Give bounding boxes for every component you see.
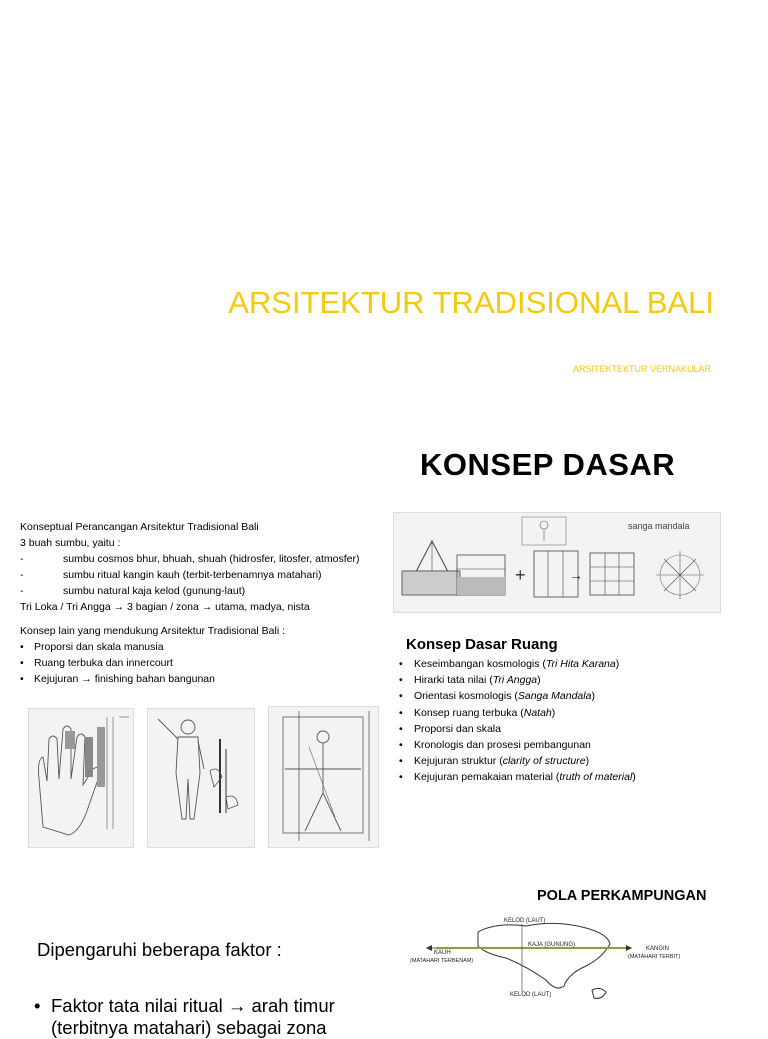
list-item bbox=[20, 639, 390, 655]
faktor-text: Faktor tata nilai ritual → arah timur (terbitnya matahari) sebagai zona bbox=[51, 995, 335, 1038]
bullet-marker: • bbox=[399, 722, 403, 735]
list-item-end: ) bbox=[632, 771, 636, 784]
list-item-end: ) bbox=[591, 690, 595, 703]
slide-title: ARSITEKTUR TRADISIONAL BALI bbox=[228, 285, 714, 320]
bullet-marker: • bbox=[20, 673, 24, 685]
dash-marker: - bbox=[20, 553, 24, 565]
konsep-dasar-heading: KONSEP DASAR bbox=[420, 447, 676, 482]
list-item-emphasis: clarity of structure bbox=[502, 755, 586, 768]
list-item bbox=[399, 656, 759, 672]
bali-orientation-map bbox=[396, 906, 700, 1008]
konsep-text-block bbox=[20, 519, 390, 687]
bullet-marker: • bbox=[399, 674, 403, 687]
pola-perkampungan-title: POLA PERKAMPUNGAN bbox=[537, 888, 707, 904]
sumbu-item bbox=[20, 551, 390, 567]
list-item bbox=[399, 672, 759, 688]
text-line: 3 buah sumbu, yaitu : bbox=[20, 537, 121, 549]
list-item bbox=[399, 753, 759, 769]
vitruvian-figure bbox=[268, 706, 379, 848]
list-item-text: Hirarki tata nilai ( bbox=[414, 674, 493, 687]
list-item-text: Kejujuran struktur ( bbox=[414, 755, 503, 768]
dipengaruhi-text: Dipengaruhi beberapa faktor : bbox=[37, 939, 282, 960]
sumbu-text: sumbu natural kaja kelod (gunung-laut) bbox=[63, 585, 246, 597]
text-line: Konseptual Perancangan Arsitektur Tradisional Bali bbox=[20, 521, 259, 533]
list-item-emphasis: Sanga Mandala bbox=[517, 690, 592, 703]
bullet-marker: • bbox=[399, 706, 403, 719]
kangin-label: KANGIN bbox=[646, 946, 670, 952]
list-item bbox=[399, 705, 759, 721]
list-item-emphasis: Tri Angga bbox=[492, 674, 538, 687]
slide-subtitle: ARSITEKTEKTUR VERNAKULAR bbox=[572, 364, 711, 374]
sanga-mandala-drawing bbox=[394, 513, 720, 612]
bullet-marker: • bbox=[34, 995, 41, 1016]
list-item-text: Ruang terbuka dan innercourt bbox=[34, 657, 173, 669]
kauh-sub-label: (MATAHARI TERBENAM) bbox=[410, 958, 474, 964]
list-item-text: Proporsi dan skala bbox=[414, 722, 501, 735]
bali-map-drawing bbox=[396, 906, 700, 1008]
bullet-marker: • bbox=[20, 641, 24, 653]
body-drawing bbox=[148, 709, 254, 847]
sumbu-text: sumbu ritual kangin kauh (terbit-terbenamnya matahari) bbox=[63, 569, 322, 581]
kelod-bottom-label: KELOD (LAUT) bbox=[510, 992, 552, 998]
list-item-end: ) bbox=[551, 706, 556, 719]
faktor-list-item bbox=[34, 995, 364, 1039]
list-item-end: ) bbox=[615, 658, 620, 670]
list-item bbox=[399, 688, 759, 704]
bullet-marker: • bbox=[20, 657, 24, 669]
list-item-emphasis: truth of material bbox=[559, 771, 633, 784]
list-item-end: ) bbox=[537, 674, 541, 687]
bullet-marker: • bbox=[399, 690, 403, 703]
body-proportion-figure bbox=[147, 708, 255, 848]
kauh-label: KAUH bbox=[434, 950, 451, 956]
vitruvian-drawing bbox=[269, 707, 378, 847]
svg-text:+: + bbox=[515, 565, 526, 585]
sanga-mandala-figure bbox=[393, 512, 721, 613]
list-item bbox=[399, 769, 759, 785]
list-item bbox=[20, 655, 390, 671]
bullet-marker: • bbox=[399, 771, 403, 784]
list-item bbox=[20, 671, 390, 687]
list-item-emphasis: Natah bbox=[523, 706, 552, 719]
sumbu-item bbox=[20, 567, 390, 583]
list-item-text: Keseimbangan kosmologis ( bbox=[414, 658, 546, 670]
kangin-sub-label: (MATAHARI TERBIT) bbox=[628, 954, 681, 960]
bullet-marker: • bbox=[399, 658, 403, 670]
konsep-dasar-ruang-list bbox=[399, 656, 759, 786]
konsep-lain-line: Konsep lain yang mendukung Arsitektur Tradisional Bali : bbox=[20, 625, 285, 637]
list-item-text: Proporsi dan skala manusia bbox=[34, 641, 164, 653]
kaja-label: KAJA (GUNUNG) bbox=[528, 942, 576, 948]
sumbu-item bbox=[20, 583, 390, 599]
list-item-text: Kejujuran → finishing bahan bangunan bbox=[34, 673, 215, 685]
list-item bbox=[399, 737, 759, 753]
konsep-dasar-ruang-title: Konsep Dasar Ruang bbox=[406, 636, 558, 653]
list-item-text: Orientasi kosmologis ( bbox=[414, 690, 518, 703]
sumbu-text: sumbu cosmos bhur, bhuah, shuah (hidrosfer, litosfer, atmosfer) bbox=[63, 553, 360, 565]
list-item bbox=[399, 721, 759, 737]
list-item-end: ) bbox=[585, 755, 590, 768]
svg-text:→: → bbox=[569, 567, 583, 583]
list-item-text: Kronologis dan prosesi pembangunan bbox=[414, 739, 591, 752]
konsep-lain-list bbox=[20, 639, 390, 687]
tri-loka-line: Tri Loka / Tri Angga → 3 bagian / zona → utama, madya, nista bbox=[20, 601, 310, 613]
kelod-top-label: KELOD (LAUT) bbox=[504, 918, 546, 924]
bullet-marker: • bbox=[399, 755, 403, 768]
list-item-emphasis: Tri Hita Karana bbox=[545, 658, 616, 670]
list-item-text: Konsep ruang terbuka ( bbox=[414, 706, 524, 719]
list-item-text: Kejujuran pemakaian material ( bbox=[414, 771, 560, 784]
bullet-marker: • bbox=[399, 739, 403, 752]
dash-marker: - bbox=[20, 585, 24, 597]
sanga-mandala-label: sanga mandala bbox=[628, 521, 690, 531]
dash-marker: - bbox=[20, 569, 24, 581]
hand-proportion-figure bbox=[28, 708, 134, 848]
hand-drawing bbox=[29, 709, 133, 847]
